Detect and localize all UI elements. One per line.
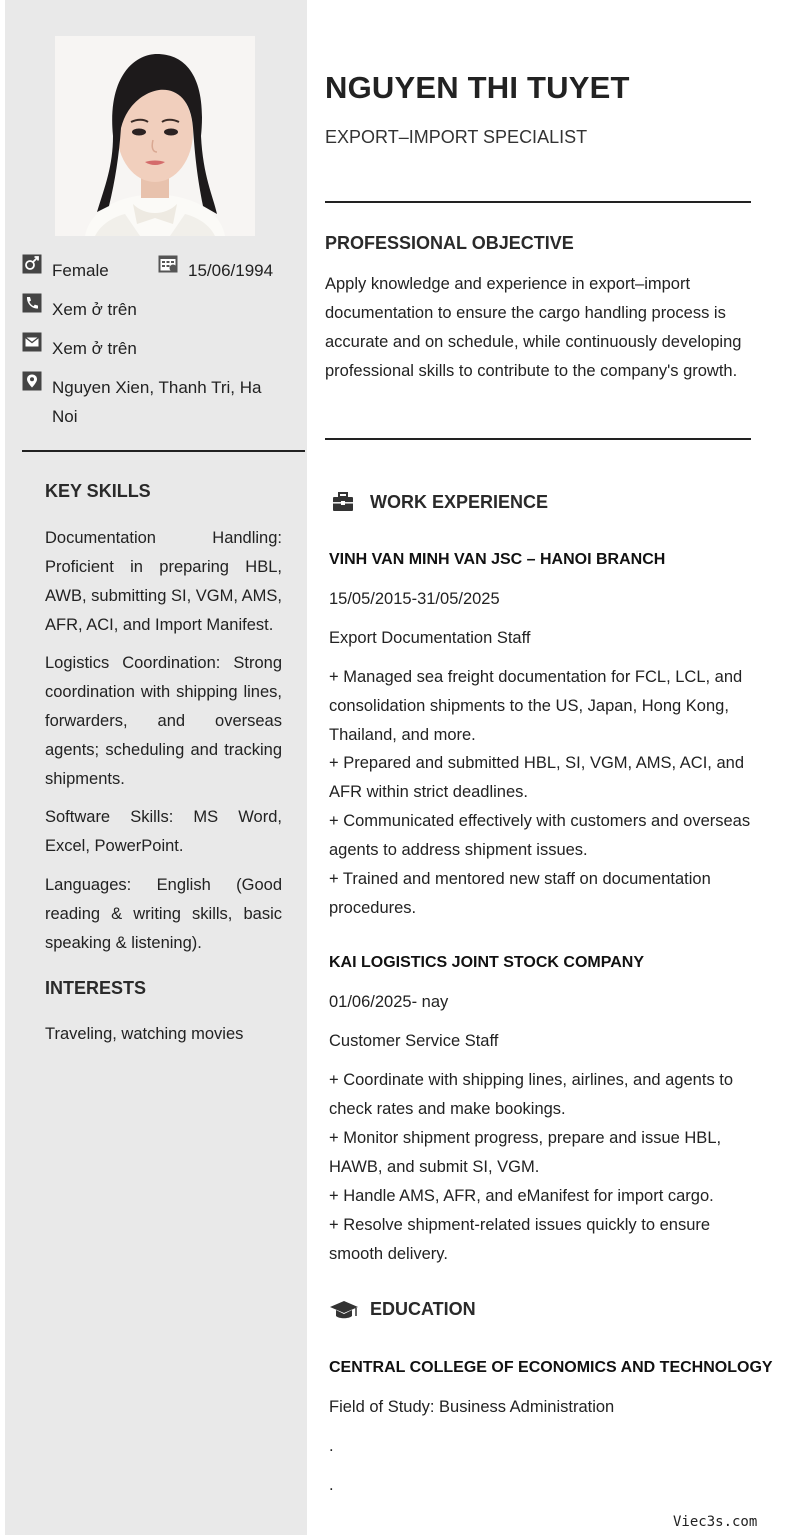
phone-row [22,295,137,324]
interests-heading: INTERESTS [45,978,147,998]
watermark: Viec3s.com [673,1514,758,1530]
job-bullet: + Handle AMS, AFR, and eManifest for import cargo. [329,1187,714,1205]
graduation-cap-icon [329,1300,359,1322]
job-bullet: + Coordinate with shipping lines, airlines, and agents to check rates and make bookings. [329,1071,734,1118]
skill-item: Languages: English (Good reading & writing skills, basic speaking & listening). [45,876,282,952]
address-row [22,373,282,431]
education-heading: EDUCATION [370,1299,476,1319]
education-line: . [329,1437,334,1455]
objective-text: Apply knowledge and experience in export–import documentation to ensure the cargo handling process is accurate and on schedule, while continuously developing professional skills to contribute to the company's growth. [325,275,742,380]
dob-row [158,256,273,285]
address-value: Nguyen Xien, Thanh Tri, Ha Noi [52,378,262,426]
gender-value: Female [52,261,109,280]
school-name: CENTRAL COLLEGE OF ECONOMICS AND TECHNOLOGY [329,1359,773,1376]
profile-photo [55,36,255,236]
job-period: 01/06/2025- nay [329,993,449,1011]
skill-item: Software Skills: MS Word, Excel, PowerPoint. [45,808,282,855]
email-value: Xem ở trên [52,339,137,358]
job-bullet: + Resolve shipment-related issues quickly to ensure smooth delivery. [329,1216,711,1263]
dob-value: 15/06/1994 [188,261,274,280]
candidate-name: NGUYEN THI TUYET [325,70,630,105]
job-bullet: + Monitor shipment progress, prepare and issue HBL, HAWB, and submit SI, VGM. [329,1129,722,1176]
job-period: 15/05/2015-31/05/2025 [329,590,500,608]
email-row [22,334,137,363]
job-role: Export Documentation Staff [329,629,531,647]
company-name: VINH VAN MINH VAN JSC – HANOI BRANCH [329,551,666,568]
sidebar-divider [22,450,305,452]
work-experience-heading: WORK EXPERIENCE [370,492,549,512]
job-bullet: + Managed sea freight documentation for FCL, LCL, and consolidation shipments to the US, Japan, Hong Kong, Thailand, and more. [329,668,743,744]
location-pin-icon [22,371,42,391]
objective-divider [325,438,751,440]
job-bullet: + Prepared and submitted HBL, SI, VGM, AMS, ACI, and AFR within strict deadlines. [329,754,744,801]
gender-icon [22,254,42,274]
skill-item: Logistics Coordination: Strong coordination with shipping lines, forwarders, and overseas agents; scheduling and tracking shipments. [45,654,282,788]
phone-icon [22,293,42,313]
skill-item: Documentation Handling: Proficient in preparing HBL, AWB, submitting SI, VGM, AMS, AFR, ACI, and Import Manifest. [45,529,282,634]
objective-heading: PROFESSIONAL OBJECTIVE [325,233,574,253]
briefcase-icon [332,492,354,512]
education-line: . [329,1476,334,1494]
gender-row [22,256,109,285]
interests-text: Traveling, watching movies [45,1025,244,1043]
header-divider [325,201,751,203]
job-bullet: + Communicated effectively with customers and overseas agents to address shipment issues. [329,812,751,859]
calendar-icon [158,254,178,274]
company-name: KAI LOGISTICS JOINT STOCK COMPANY [329,954,644,971]
key-skills-heading: KEY SKILLS [45,481,151,501]
email-icon [22,332,42,352]
job-title: EXPORT–IMPORT SPECIALIST [325,127,588,147]
education-field: Field of Study: Business Administration [329,1398,615,1416]
job-bullet: + Trained and mentored new staff on documentation procedures. [329,870,711,917]
phone-value: Xem ở trên [52,300,137,319]
job-role: Customer Service Staff [329,1032,499,1050]
